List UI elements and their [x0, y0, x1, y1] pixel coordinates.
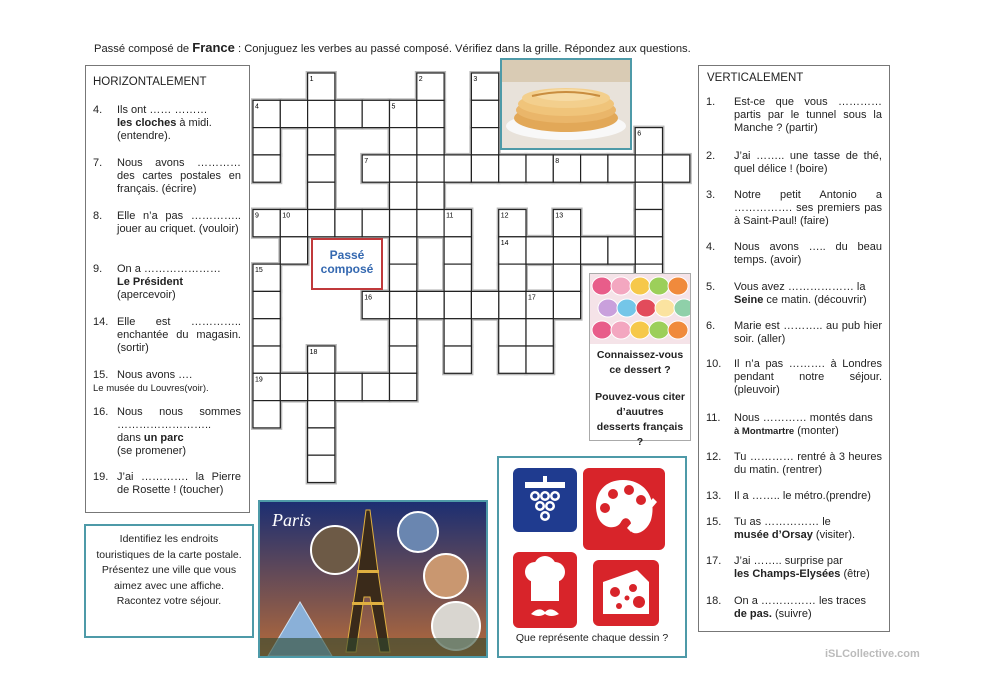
grid-number: 4 — [255, 103, 259, 111]
grid-cell[interactable] — [471, 291, 498, 318]
grid-number: 8 — [555, 157, 560, 165]
macaron — [592, 277, 612, 295]
cheese-icon — [593, 560, 659, 626]
watermark: iSLCollective.com — [825, 648, 920, 660]
grid-cell[interactable] — [444, 237, 471, 264]
macaron — [611, 321, 631, 339]
grid-cell[interactable] — [390, 155, 417, 182]
grid-cell[interactable] — [253, 128, 280, 155]
grid-cell[interactable] — [308, 455, 335, 482]
grid-cell[interactable] — [308, 428, 335, 455]
grid-cell[interactable] — [253, 155, 280, 182]
grid-cell[interactable] — [444, 291, 471, 318]
grid-cell[interactable] — [444, 319, 471, 346]
grid-cell[interactable] — [390, 373, 417, 400]
chef-icon — [513, 552, 577, 628]
grid-cell[interactable] — [335, 373, 362, 400]
grid-cell[interactable] — [417, 210, 444, 237]
grid-cell[interactable] — [499, 264, 526, 291]
grid-number: 18 — [309, 349, 318, 356]
grid-cell[interactable] — [581, 237, 608, 264]
grid-number: 15 — [255, 267, 263, 275]
grid-cell[interactable] — [390, 210, 417, 237]
macaron — [668, 277, 688, 295]
grid-number: 10 — [282, 212, 291, 220]
grid-cell[interactable] — [362, 100, 389, 127]
brand-france: France — [192, 40, 235, 55]
grid-cell[interactable] — [253, 319, 280, 346]
grid-cell[interactable] — [417, 128, 444, 155]
grid-cell[interactable] — [280, 237, 307, 264]
grid-cell[interactable] — [499, 291, 526, 318]
grid-cell[interactable] — [635, 210, 662, 237]
grid-cell[interactable] — [308, 155, 335, 182]
horizontal-clues-panel: HORIZONTALEMENT 4. Ils ont …… ……… les cloches à midi. (entendre). 7. Nous avons ………… des cartes postales en français. (écrire) 8. Elle n’a pas ………….. jouer au criquet. (vouloir) 9. On a ………………… Le Président (apercevoir) 14. Elle est ………….. enchantée du magasin. (sortir) 15. Nous avons …. Le musée du Louvres(voir). 16. Nous nous sommes …………………….. dans un parc (se promener) 19. J’ai …………. la Pierre de Rosette ! (toucher) — [85, 65, 250, 513]
macaron — [674, 299, 690, 317]
grid-number: 17 — [528, 294, 536, 302]
grid-cell[interactable] — [253, 291, 280, 318]
grid-cell[interactable] — [362, 373, 389, 400]
grid-number: 16 — [364, 294, 372, 302]
grid-cell[interactable] — [362, 210, 389, 237]
grid-cell[interactable] — [280, 100, 307, 127]
grid-cell[interactable] — [526, 237, 553, 264]
grid-number: 12 — [500, 212, 509, 220]
macarons-image — [590, 274, 690, 344]
grid-cell[interactable] — [499, 155, 526, 182]
grid-cell[interactable] — [444, 155, 471, 182]
grid-cell[interactable] — [471, 128, 498, 155]
macaron — [649, 277, 669, 295]
macaron — [630, 321, 650, 339]
grid-cell[interactable] — [635, 155, 662, 182]
grid-cell[interactable] — [390, 237, 417, 264]
grid-cell[interactable] — [499, 319, 526, 346]
grid-cell[interactable] — [663, 155, 690, 182]
palette-icon — [583, 468, 665, 550]
grid-cell[interactable] — [417, 182, 444, 209]
grid-number: 9 — [255, 212, 259, 220]
grid-number: 5 — [391, 103, 396, 111]
grid-cell[interactable] — [308, 100, 335, 127]
grid-number: 19 — [255, 376, 263, 384]
grid-cell[interactable] — [253, 401, 280, 428]
vertical-title: VERTICALEMENT — [707, 72, 804, 84]
grapes-icon — [513, 468, 577, 532]
grid-cell[interactable] — [553, 264, 580, 291]
grid-cell[interactable] — [390, 346, 417, 373]
grid-cell[interactable] — [308, 128, 335, 155]
dessert-question-2: Pouvez-vous citer d’auutres desserts français ? — [595, 391, 685, 448]
grid-cell[interactable] — [390, 264, 417, 291]
grid-cell[interactable] — [390, 182, 417, 209]
horizontal-title: HORIZONTALEMENT — [93, 76, 207, 88]
grid-cell[interactable] — [308, 210, 335, 237]
grid-number: 13 — [555, 212, 564, 220]
macaron — [598, 299, 618, 317]
grid-number: 11 — [446, 212, 454, 220]
clue-h-4: 4. Ils ont …… ……… les cloches à midi. (entendre). — [93, 104, 212, 142]
grid-cell[interactable] — [608, 155, 635, 182]
grid-cell[interactable] — [526, 319, 553, 346]
grid-cell[interactable] — [417, 100, 444, 127]
grid-cell[interactable] — [471, 100, 498, 127]
grid-cell[interactable] — [280, 373, 307, 400]
grid-number: 14 — [500, 239, 509, 247]
macaron — [611, 277, 631, 295]
grid-cell[interactable] — [526, 346, 553, 373]
grid-cell[interactable] — [526, 155, 553, 182]
macaron — [617, 299, 637, 317]
macaron — [668, 321, 688, 339]
grid-cell[interactable] — [390, 128, 417, 155]
postcard-title: Paris — [272, 510, 312, 530]
grid-cell[interactable] — [635, 237, 662, 264]
grid-cell[interactable] — [335, 210, 362, 237]
grid-cell[interactable] — [335, 100, 362, 127]
grid-cell[interactable] — [390, 319, 417, 346]
grid-cell[interactable] — [417, 291, 444, 318]
grid-number: 2 — [418, 76, 423, 83]
icons-question: Que représente chaque dessin ? — [515, 632, 669, 644]
grid-number: 1 — [309, 76, 314, 83]
grid-cell[interactable] — [581, 155, 608, 182]
macaron — [649, 321, 669, 339]
grid-cell[interactable] — [444, 346, 471, 373]
grid-cell[interactable] — [499, 346, 526, 373]
instructions: Passé composé de France : Conjuguez les verbes au passé composé. Vérifiez dans la grille. Répondez aux questions. — [94, 40, 691, 55]
grid-cell[interactable] — [253, 346, 280, 373]
grid-cell[interactable] — [635, 182, 662, 209]
grid-cell[interactable] — [471, 155, 498, 182]
macaron — [630, 277, 650, 295]
dessert-question-1: Connaissez-vous ce dessert ? — [596, 349, 684, 376]
dessert-box — [589, 273, 691, 448]
grid-cell[interactable] — [608, 237, 635, 264]
grid-number: 7 — [364, 157, 369, 165]
icons-box — [497, 456, 687, 658]
grid-number: 6 — [637, 130, 642, 138]
grid-cell[interactable] — [308, 401, 335, 428]
grid-number: 3 — [473, 76, 478, 83]
macaron — [655, 299, 675, 317]
grid-cell[interactable] — [308, 182, 335, 209]
grid-cell[interactable] — [553, 291, 580, 318]
grid-cell[interactable] — [308, 373, 335, 400]
grid-cell[interactable] — [390, 291, 417, 318]
grid-cell[interactable] — [444, 264, 471, 291]
center-label: Passé composé — [311, 238, 383, 290]
macaron — [636, 299, 656, 317]
postcard-instructions: Identifiez les endroits touristiques de la carte postale. Présentez une ville que vous aimez avec une affiche. Racontez votre séjour. — [84, 524, 254, 638]
crepes-image — [500, 58, 632, 150]
grid-cell[interactable] — [553, 237, 580, 264]
grid-cell[interactable] — [417, 155, 444, 182]
paris-postcard — [258, 500, 488, 658]
macaron — [592, 321, 612, 339]
